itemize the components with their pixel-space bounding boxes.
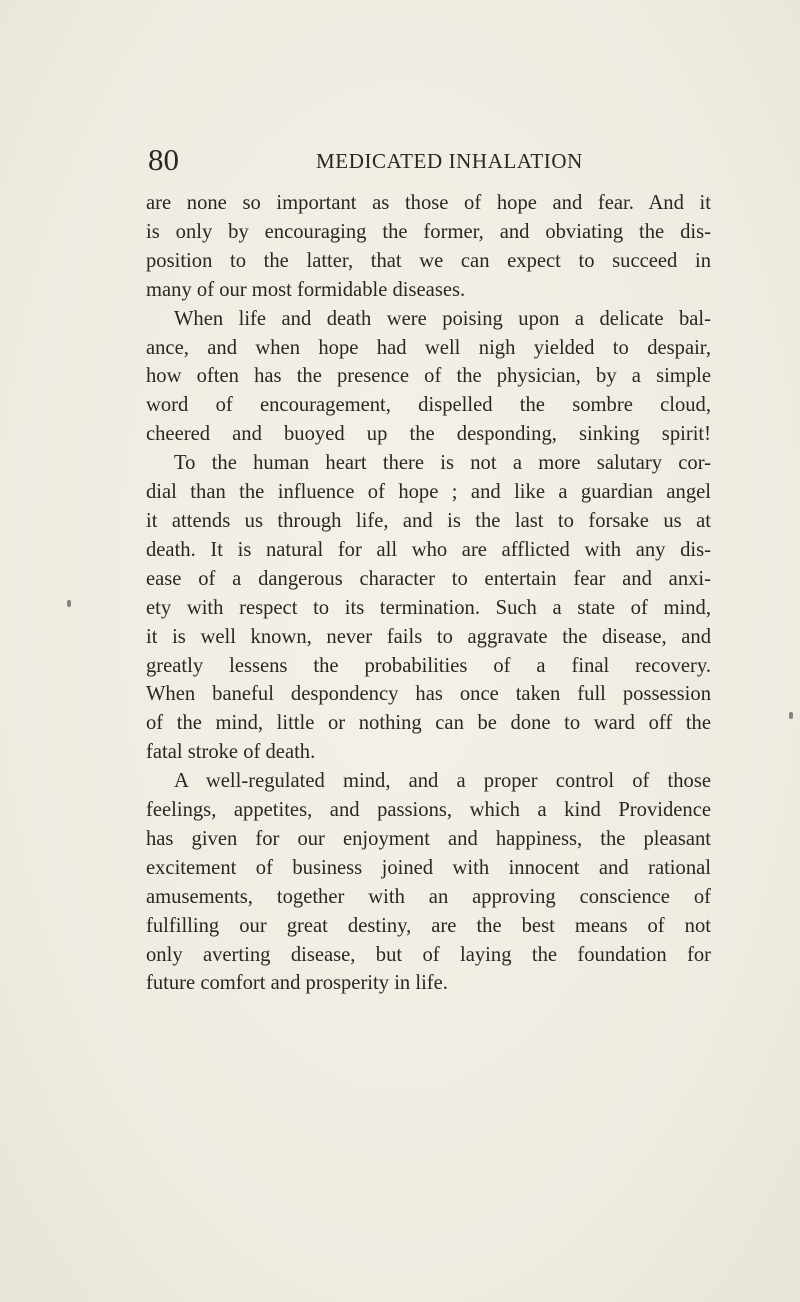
running-title: MEDICATED INHALATION: [316, 149, 583, 173]
text-line: greatly lessens the probabilities of a final recovery.: [146, 654, 711, 677]
text-line: ease of a dangerous character to entertain fear and anxi-: [146, 567, 711, 590]
text-line: it is well known, never fails to aggravate the disease, and: [146, 625, 711, 648]
text-line: ance, and when hope had well nigh yielded to despair,: [146, 336, 711, 359]
text-line: future comfort and prosperity in life.: [146, 972, 448, 995]
text-line: only averting disease, but of laying the foundation for: [146, 943, 711, 966]
text-line: it attends us through life, and is the last to forsake us at: [146, 509, 711, 532]
text-line: word of encouragement, dispelled the sombre cloud,: [146, 394, 711, 417]
text-line: excitement of business joined with innocent and rational: [146, 856, 711, 879]
text-line: are none so important as those of hope and fear. And it: [146, 192, 711, 214]
paragraph-3: [146, 449, 711, 767]
paragraph-2: [146, 305, 711, 450]
text-line: When life and death were poising upon a delicate bal-: [174, 307, 711, 330]
text-line: feelings, appetites, and passions, which a kind Providence: [146, 799, 711, 822]
ink-speck: [789, 712, 793, 719]
text-line: of the mind, little or nothing can be done to ward off the: [146, 712, 711, 735]
text-line: fulfilling our great destiny, are the best means of not: [146, 914, 711, 937]
text-line: many of our most formidable diseases.: [146, 278, 466, 301]
text-line: death. It is natural for all who are afflicted with any dis-: [146, 538, 711, 561]
text-line: position to the latter, that we can expect to succeed in: [146, 249, 711, 272]
text-line: To the human heart there is not a more salutary cor-: [174, 452, 711, 475]
text-line: When baneful despondency has once taken full possession: [146, 683, 711, 706]
text-line: ety with respect to its termination. Such a state of mind,: [146, 596, 711, 619]
text-line: dial than the influence of hope ; and like a guardian angel: [146, 481, 711, 504]
text-line: how often has the presence of the physician, by a simple: [146, 365, 711, 388]
text-line: has given for our enjoyment and happiness, the pleasant: [146, 827, 711, 850]
text-line: A well-regulated mind, and a proper control of those: [174, 770, 711, 793]
running-head: [148, 144, 708, 184]
page-number: 80: [148, 142, 179, 177]
paragraph-4: [146, 767, 711, 998]
text-line: fatal stroke of death.: [146, 741, 316, 764]
text-line: is only by encouraging the former, and obviating the dis-: [146, 220, 711, 243]
paragraph-1: [146, 189, 711, 305]
text-line: cheered and buoyed up the desponding, sinking spirit!: [146, 423, 711, 446]
text-line: amusements, together with an approving conscience of: [146, 885, 711, 908]
ink-speck: [67, 600, 71, 607]
body-text: [146, 189, 711, 998]
